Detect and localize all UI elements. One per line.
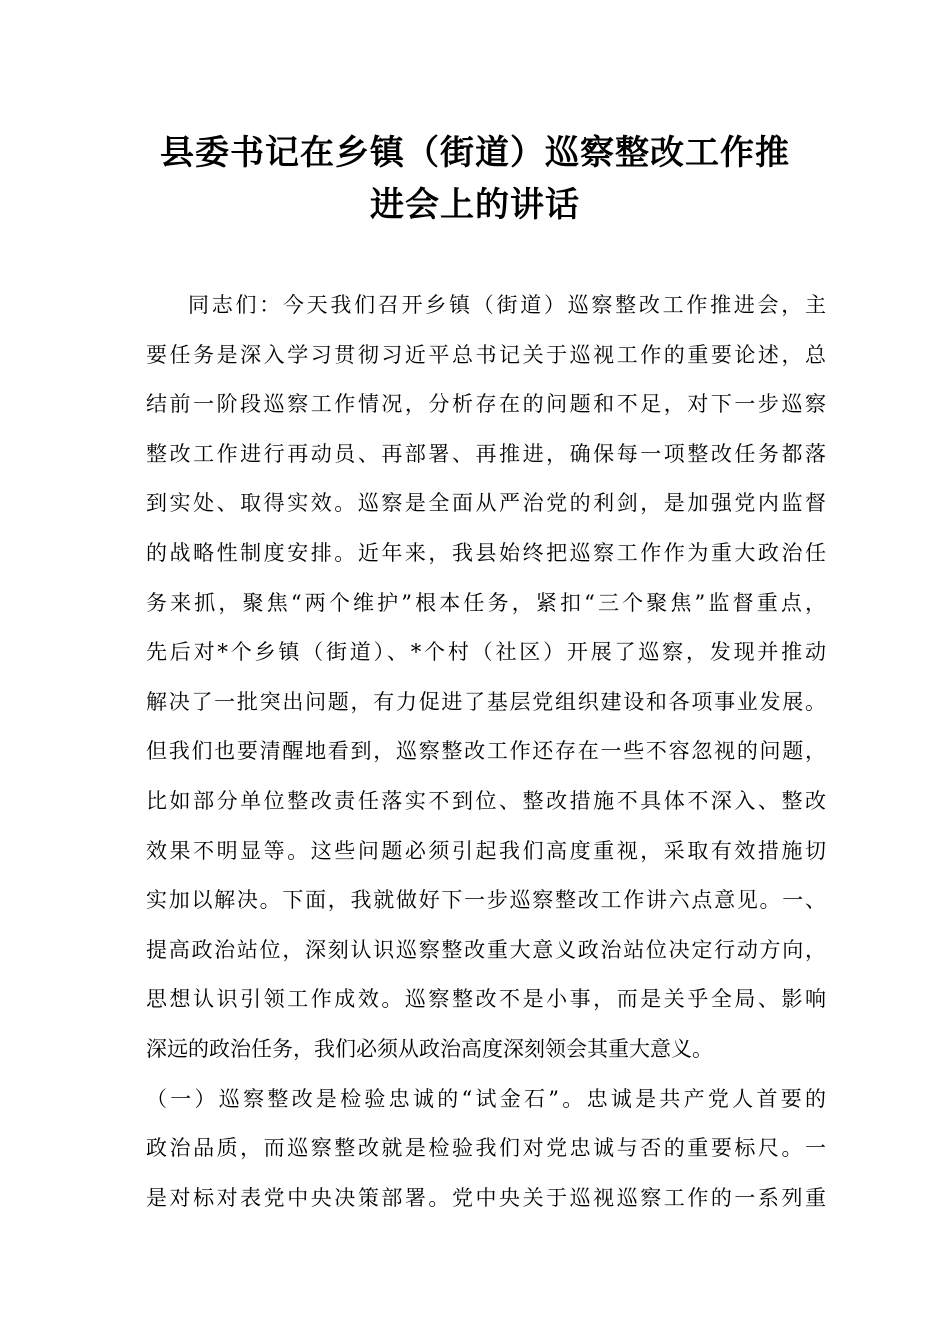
body-line: 是对标对表党中央决策部署。党中央关于巡视巡察工作的一系列重 bbox=[146, 1185, 826, 1210]
body-line: 同志们：今天我们召开乡镇（街道）巡察整改工作推进会，主 bbox=[188, 293, 826, 317]
body-line: （一）巡察整改是检验忠诚的“试金石”。忠诚是共产党人首要的 bbox=[146, 1086, 826, 1111]
document-title-line-2: 进会上的讲话 bbox=[370, 185, 580, 225]
document-body bbox=[146, 281, 826, 1223]
body-line: 解决了一批突出问题，有力促进了基层党组织建设和各项事业发展。 bbox=[146, 689, 826, 714]
body-line: 先后对*个乡镇（街道）、*个村（社区）开展了巡察，发现并推动 bbox=[146, 640, 826, 665]
body-line: 效果不明显等。这些问题必须引起我们高度重视，采取有效措施切 bbox=[146, 838, 826, 863]
body-line: 政治品质，而巡察整改就是检验我们对党忠诚与否的重要标尺。一 bbox=[146, 1136, 826, 1161]
body-line: 到实处、取得实效。巡察是全面从严治党的利剑，是加强党内监督 bbox=[146, 491, 826, 516]
body-line: 实加以解决。下面，我就做好下一步巡察整改工作讲六点意见。一、 bbox=[146, 888, 826, 913]
body-line: 比如部分单位整改责任落实不到位、整改措施不具体不深入、整改 bbox=[146, 788, 826, 813]
body-line: 要任务是深入学习贯彻习近平总书记关于巡视工作的重要论述，总 bbox=[146, 342, 826, 367]
body-line: 整改工作进行再动员、再部署、再推进，确保每一项整改任务都落 bbox=[146, 441, 826, 466]
document-title-line-1: 县委书记在乡镇（街道）巡察整改工作推 bbox=[160, 133, 790, 173]
body-line: 务来抓，聚焦“两个维护”根本任务，紧扣“三个聚焦”监督重点， bbox=[146, 590, 826, 615]
body-line: 的战略性制度安排。近年来，我县始终把巡察工作作为重大政治任 bbox=[146, 540, 826, 565]
body-line: 思想认识引领工作成效。巡察整改不是小事，而是关乎全局、影响 bbox=[146, 987, 826, 1012]
body-line: 结前一阶段巡察工作情况，分析存在的问题和不足，对下一步巡察 bbox=[146, 392, 826, 417]
body-line: 提高政治站位，深刻认识巡察整改重大意义政治站位决定行动方向， bbox=[146, 937, 826, 962]
body-line: 深远的政治任务，我们必须从政治高度深刻领会其重大意义。 bbox=[146, 1036, 713, 1061]
body-line: 但我们也要清醒地看到，巡察整改工作还存在一些不容忽视的问题， bbox=[146, 739, 826, 764]
